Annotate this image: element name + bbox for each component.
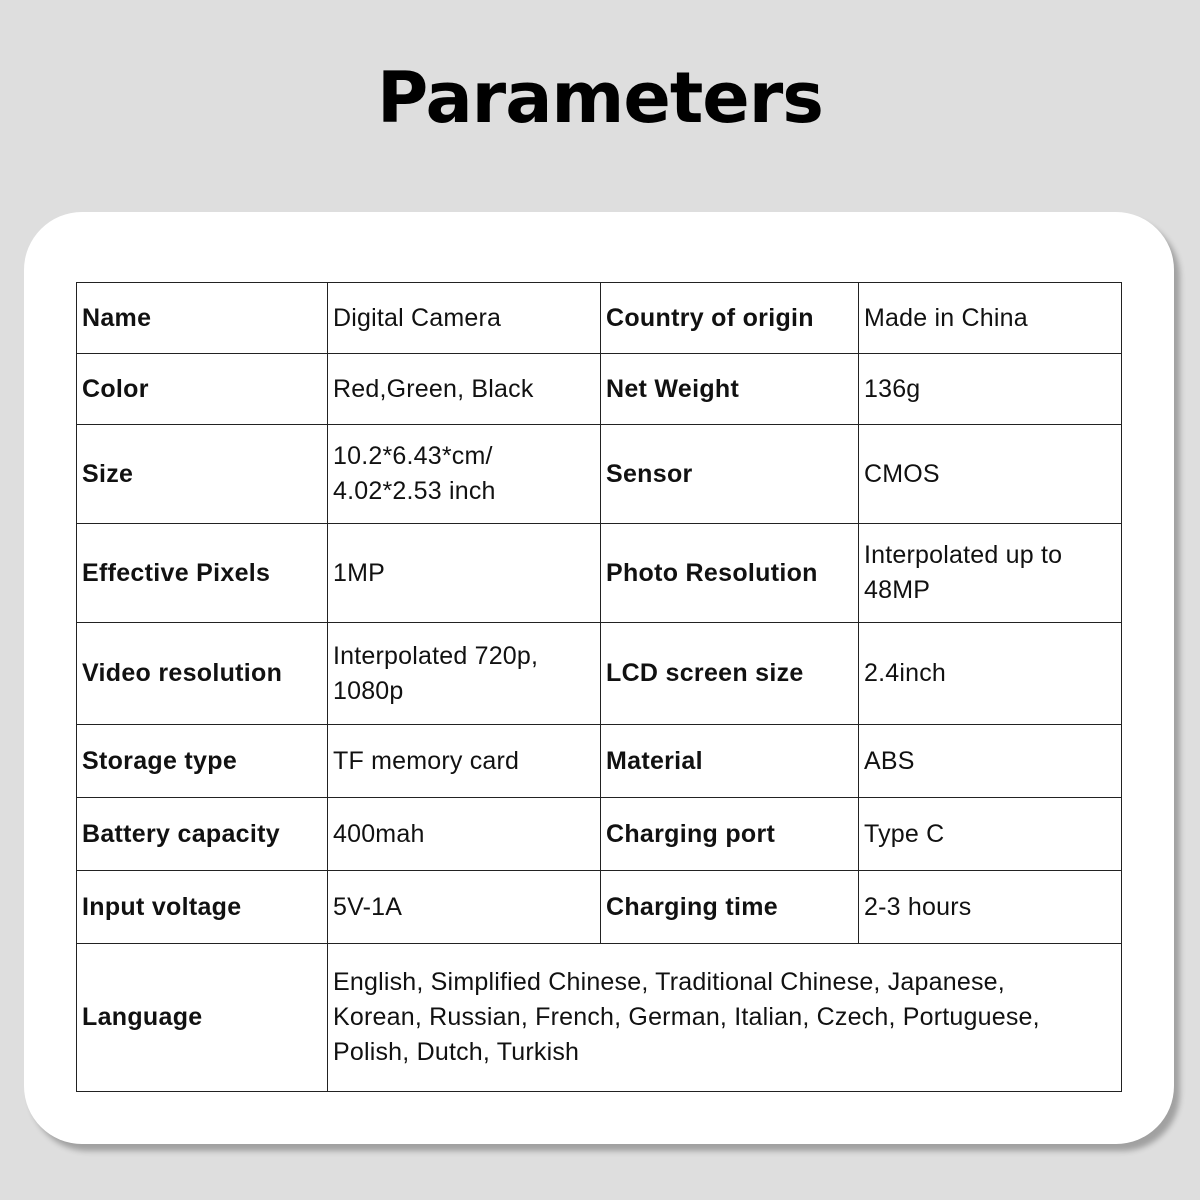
table-row	[77, 425, 1122, 524]
table-row	[77, 623, 1122, 725]
spec-value: 2.4inch	[859, 623, 1122, 725]
spec-label: Input voltage	[77, 871, 328, 944]
spec-value: Red,Green, Black	[328, 354, 601, 425]
spec-label: Photo Resolution	[601, 524, 859, 623]
spec-table	[76, 282, 1122, 1092]
spec-value: 5V-1A	[328, 871, 601, 944]
spec-value: CMOS	[859, 425, 1122, 524]
spec-label: Language	[77, 944, 328, 1092]
spec-value: 400mah	[328, 798, 601, 871]
table-row	[77, 798, 1122, 871]
spec-label: Net Weight	[601, 354, 859, 425]
spec-label: Name	[77, 283, 328, 354]
spec-value: 10.2*6.43*cm/ 4.02*2.53 inch	[328, 425, 601, 524]
spec-value: Type C	[859, 798, 1122, 871]
table-row	[77, 354, 1122, 425]
spec-value: Digital Camera	[328, 283, 601, 354]
spec-label: Material	[601, 725, 859, 798]
table-row	[77, 524, 1122, 623]
spec-label: Country of origin	[601, 283, 859, 354]
table-row	[77, 871, 1122, 944]
page-title: Parameters	[377, 57, 823, 139]
table-row	[77, 283, 1122, 354]
spec-value: Interpolated up to 48MP	[859, 524, 1122, 623]
spec-value: ABS	[859, 725, 1122, 798]
spec-label: Color	[77, 354, 328, 425]
spec-value: 2-3 hours	[859, 871, 1122, 944]
spec-label: Battery capacity	[77, 798, 328, 871]
spec-value: Made in China	[859, 283, 1122, 354]
spec-label: Storage type	[77, 725, 328, 798]
spec-value: TF memory card	[328, 725, 601, 798]
table-row	[77, 944, 1122, 1092]
spec-value: English, Simplified Chinese, Traditional Chinese, Japanese, Korean, Russian, French, German, Italian, Czech, Portuguese, Polish, Dutch, Turkish	[328, 944, 1122, 1092]
spec-label: LCD screen size	[601, 623, 859, 725]
spec-value: Interpolated 720p, 1080p	[328, 623, 601, 725]
spec-label: Video resolution	[77, 623, 328, 725]
spec-label: Effective Pixels	[77, 524, 328, 623]
spec-value: 1MP	[328, 524, 601, 623]
spec-label: Charging port	[601, 798, 859, 871]
spec-value: 136g	[859, 354, 1122, 425]
spec-label: Size	[77, 425, 328, 524]
spec-label: Sensor	[601, 425, 859, 524]
spec-label: Charging time	[601, 871, 859, 944]
table-row	[77, 725, 1122, 798]
